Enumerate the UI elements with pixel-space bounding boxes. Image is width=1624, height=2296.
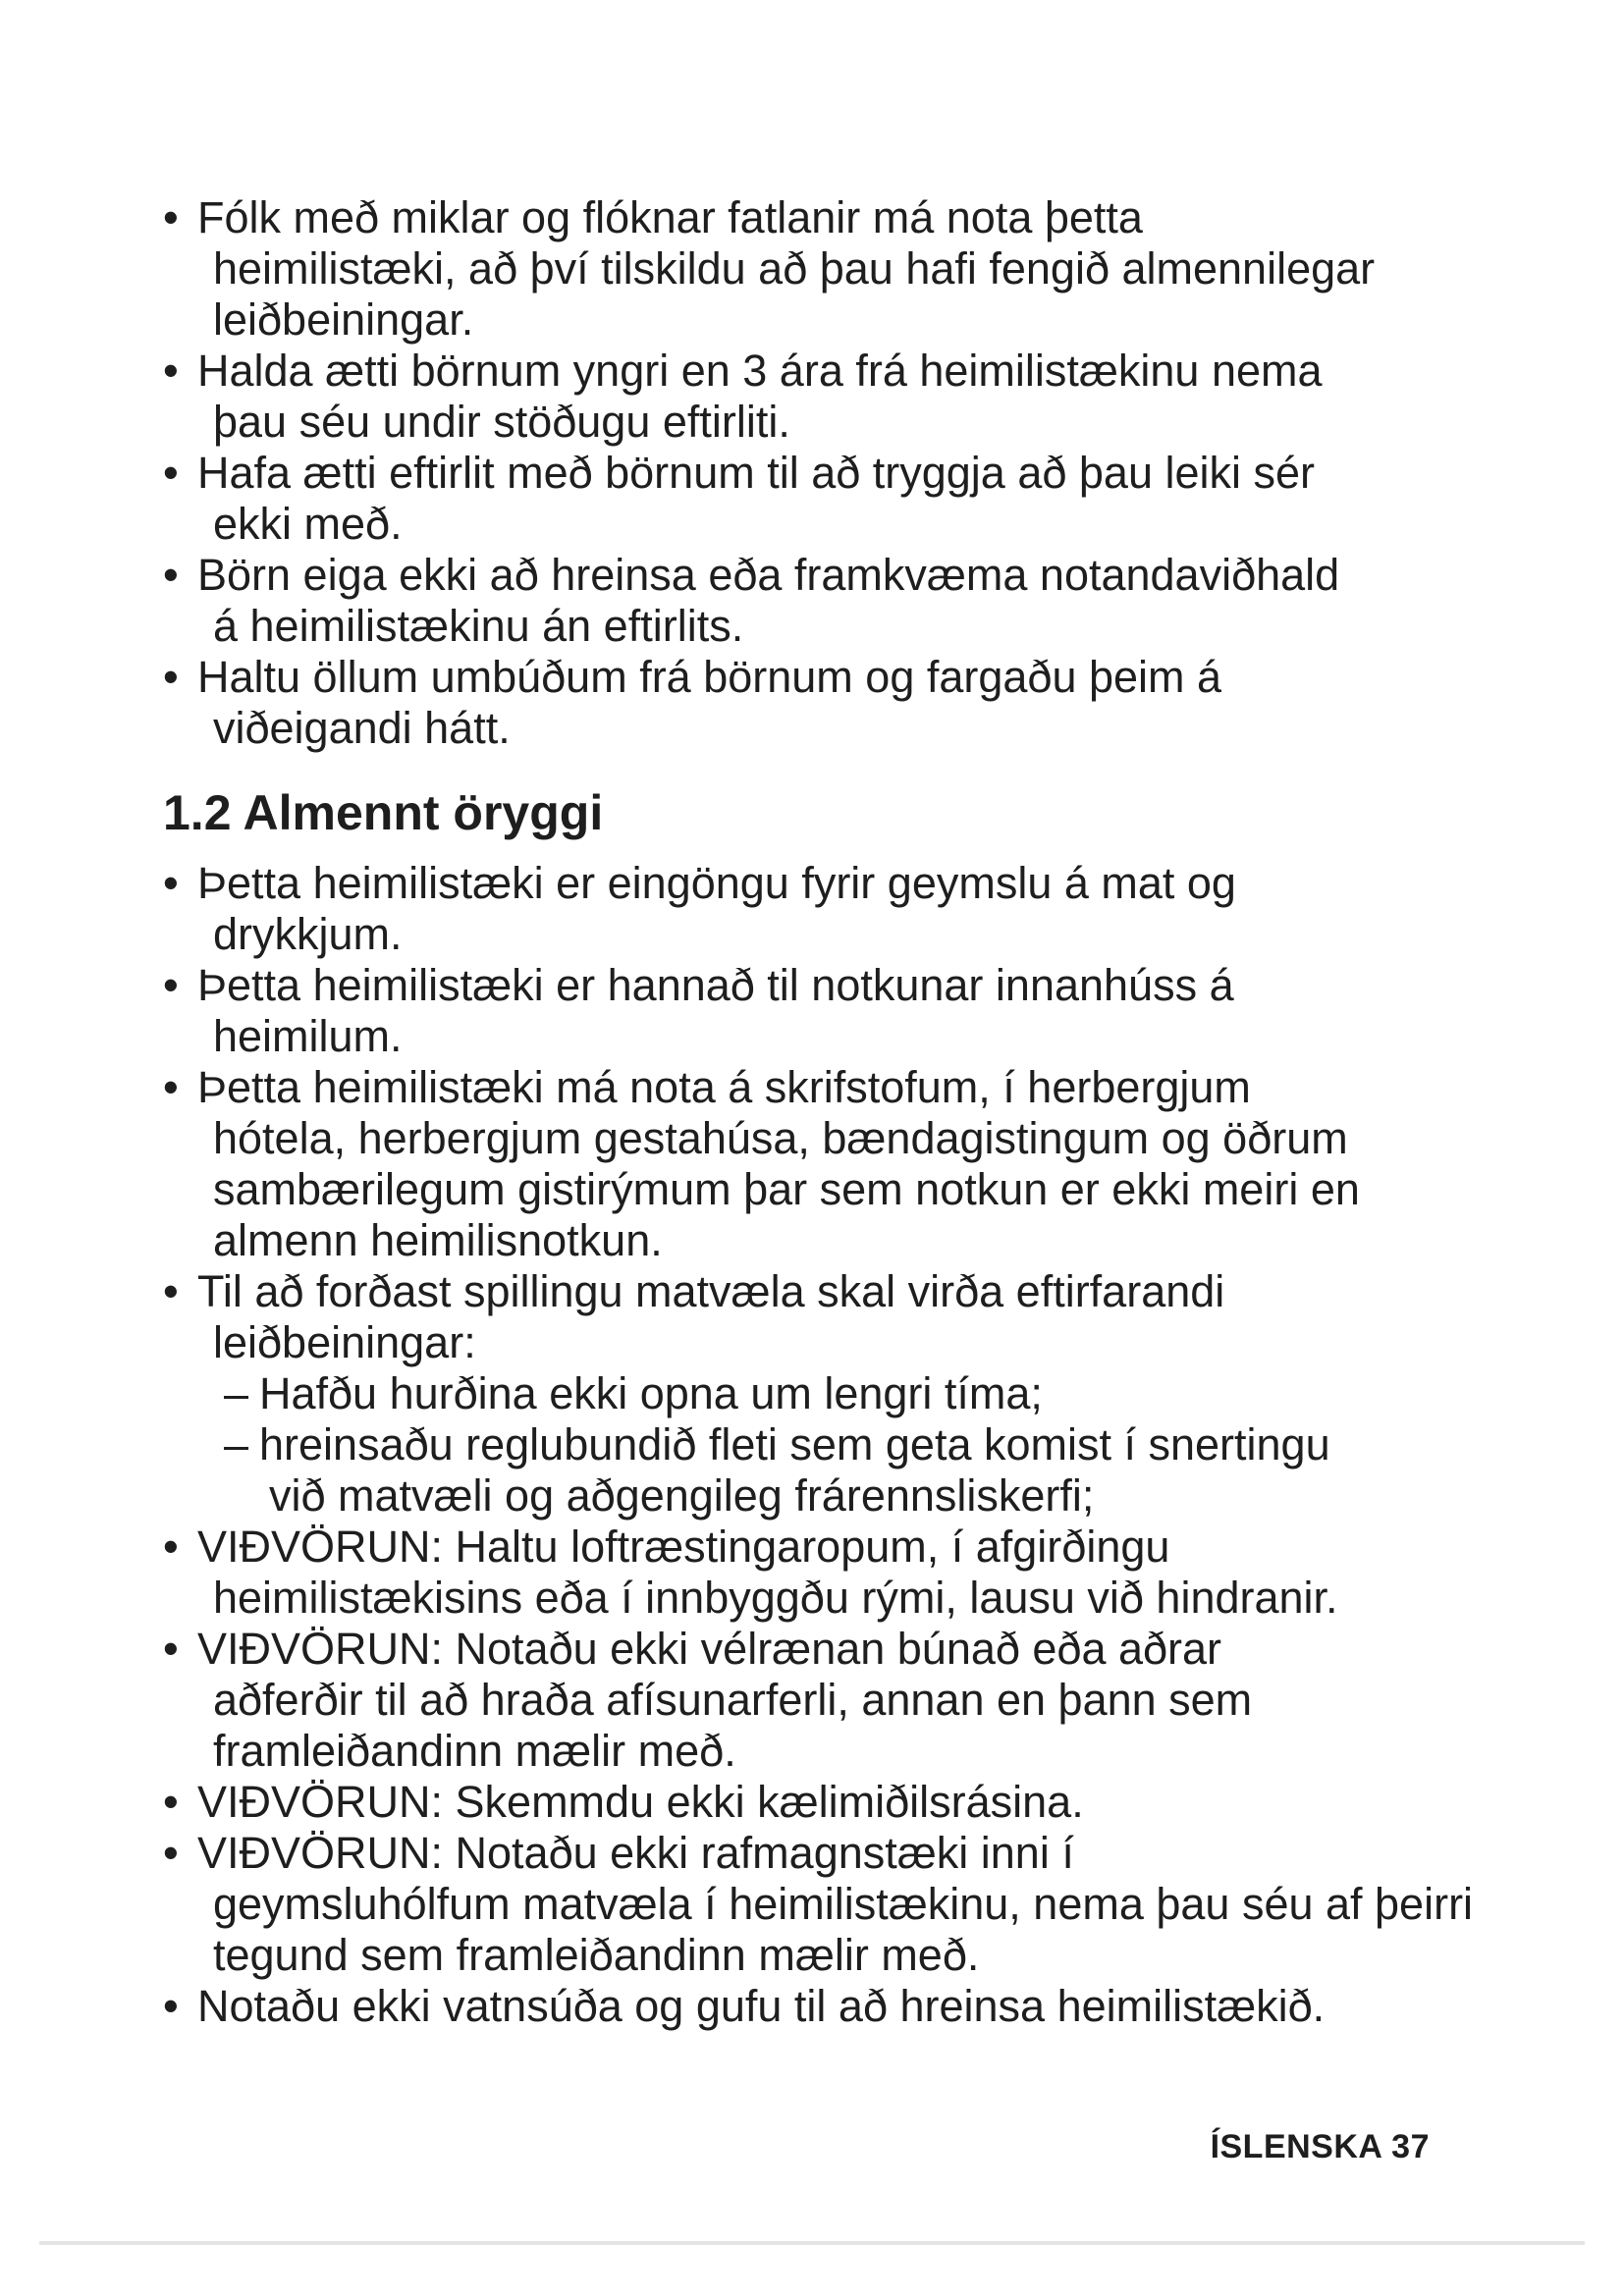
bullet-icon: • [163,1981,179,2031]
list-item [163,1828,1479,1981]
bullet-icon: • [163,1266,179,1316]
list-item [163,1624,1479,1777]
list-item-text: Þetta heimilistæki má nota á skrifstofum, í herbergjum [197,1062,1251,1112]
list-item [163,550,1479,652]
footer-page-number: 37 [1391,2128,1430,2165]
list-item [163,1062,1479,1266]
warning-text: VIÐVÖRUN: Notaðu ekki rafmagnstæki inni í [197,1828,1074,1878]
bullet-icon: • [163,960,179,1010]
list-item [163,858,1479,960]
bullet-icon: • [163,346,179,396]
warning-text: VIÐVÖRUN: Haltu loftræstingaropum, í afgirðingu [197,1522,1170,1572]
list-item [163,1522,1479,1624]
list-item-text-continued: ekki með. [213,499,403,549]
warning-text: VIÐVÖRUN: Skemmdu ekki kælimiðilsrásina. [197,1777,1084,1827]
list-item [163,652,1479,754]
bullet-icon: • [163,1828,179,1878]
list-item-text-continued: leiðbeiningar: [213,1317,476,1367]
sublist-item [224,1419,1479,1522]
warning-text-continued: aðferðir til að hraða afísunarferli, annan en þann sem framleiðandinn mælir með. [213,1675,1253,1776]
list-item [163,346,1479,448]
dash-icon: – [224,1368,249,1418]
intro-bullet-list [163,192,1479,754]
list-item [163,192,1479,346]
list-item [163,1981,1479,2032]
bullet-icon: • [163,1624,179,1674]
sublist-item-text: Hafðu hurðina ekki opna um lengri tíma; [259,1368,1043,1418]
list-item-text-continued: hótela, herbergjum gestahúsa, bændagistingum og öðrum sambærilegum gistirýmum þar sem notkun er ekki meiri en almenn heimilisnotkun. [213,1113,1360,1265]
list-item-text: Þetta heimilistæki er eingöngu fyrir geymslu á mat og [197,858,1236,908]
bullet-icon: • [163,858,179,908]
list-item-text-continued: drykkjum. [213,909,403,959]
list-item-text-continued: heimilistæki, að því tilskildu að þau hafi fengið almennilegar leiðbeiningar. [213,243,1376,345]
dash-icon: – [224,1419,249,1469]
sublist-item-text: hreinsaðu reglubundið fleti sem geta komist í snertingu [259,1419,1330,1469]
list-item-text: Börn eiga ekki að hreinsa eða framkvæma notandaviðhald [197,550,1340,600]
bullet-icon: • [163,1522,179,1572]
warning-text-continued: geymsluhólfum matvæla í heimilistækinu, nema þau séu af þeirri tegund sem framleiðandinn mælir með. [213,1879,1474,1980]
bullet-icon: • [163,1777,179,1827]
general-safety-list [163,858,1479,2032]
bullet-icon: • [163,1062,179,1112]
bullet-icon: • [163,192,179,242]
list-item [163,1266,1479,1522]
warning-text-continued: heimilistækisins eða í innbyggðu rými, lausu við hindranir. [213,1573,1338,1623]
sublist-item [224,1368,1479,1419]
list-item-text: Til að forðast spillingu matvæla skal virða eftirfarandi [197,1266,1225,1316]
list-item-text: Halda ætti börnum yngri en 3 ára frá heimilistækinu nema [197,346,1323,396]
bullet-icon: • [163,550,179,600]
list-item-text: Hafa ætti eftirlit með börnum til að tryggja að þau leiki sér [197,448,1316,498]
food-spoilage-sublist [197,1368,1479,1522]
page-content [163,192,1479,2032]
list-item-text: Notaðu ekki vatnsúða og gufu til að hreinsa heimilistækið. [197,1981,1326,2031]
scan-edge-divider [39,2241,1585,2245]
list-item-text: Þetta heimilistæki er hannað til notkunar innanhúss á [197,960,1234,1010]
list-item-text-continued: heimilum. [213,1011,403,1061]
bullet-icon: • [163,448,179,498]
list-item [163,1777,1479,1828]
list-item-text-continued: þau séu undir stöðugu eftirliti. [213,397,790,447]
bullet-icon: • [163,652,179,702]
warning-text: VIÐVÖRUN: Notaðu ekki vélrænan búnað eða aðrar [197,1624,1222,1674]
sublist-item-text-continued: við matvæli og aðgengileg frárennsliskerfi; [269,1470,1095,1521]
page-footer [1188,2128,1430,2166]
list-item-text: Fólk með miklar og flóknar fatlanir má nota þetta [197,192,1143,242]
footer-language-label: ÍSLENSKA [1210,2128,1382,2165]
section-heading: 1.2 Almennt öryggi [163,785,604,840]
list-item-text-continued: á heimilistækinu án eftirlits. [213,601,744,651]
list-item [163,448,1479,550]
list-item [163,960,1479,1062]
list-item-text: Haltu öllum umbúðum frá börnum og fargaðu þeim á [197,652,1222,702]
list-item-text-continued: viðeigandi hátt. [213,703,511,753]
